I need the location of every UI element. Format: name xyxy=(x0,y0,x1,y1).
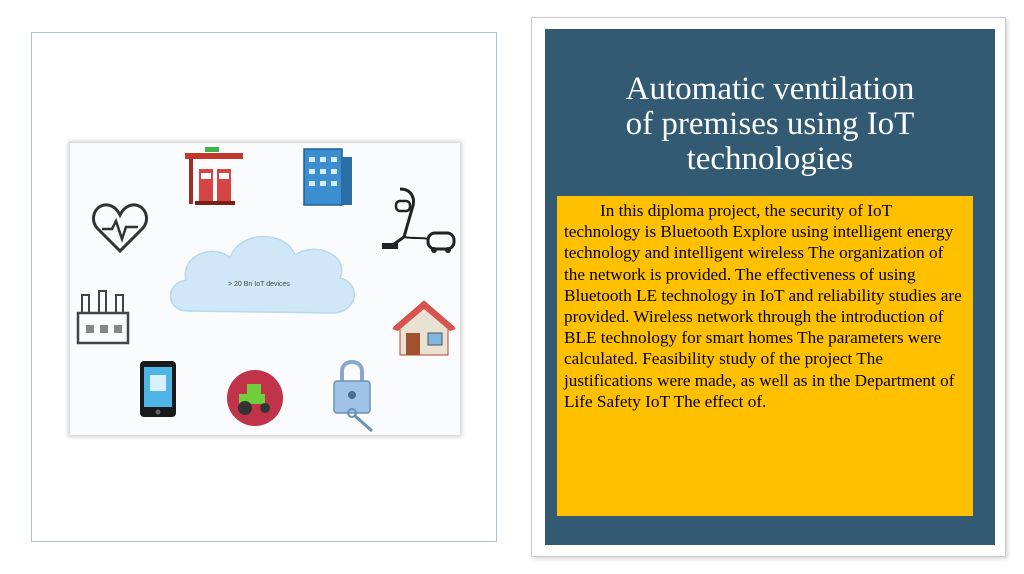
heart-icon xyxy=(93,205,146,251)
body-text-box xyxy=(557,196,973,516)
slide-title-line-2: of premises using IoT xyxy=(625,106,915,142)
smartphone-icon xyxy=(140,361,176,417)
tractor-icon xyxy=(227,370,283,426)
cloud-label: > 20 Bn IoT devices xyxy=(228,281,290,288)
building-icon xyxy=(304,149,352,205)
fuel-station-icon xyxy=(185,147,243,205)
house-icon xyxy=(392,301,456,355)
slide-title-line-3: technologies xyxy=(686,141,854,177)
cloud-icon xyxy=(170,237,354,313)
body-text: In this diploma project, the security of IoT technology is Bluetooth Explore using intelligent energy technology and intelligent wireless The organization of the network is provided. The effectiveness of using Bluetooth LE technology in IoT and reliability studies are provided. Wireless network through the introduction of BLE technology for smart homes The parameters were calculated. Feasibility study of the project The justifications were made, as well as in the Department of Life Safety IoT The effect of. xyxy=(564,201,962,411)
slide-title xyxy=(545,72,995,177)
factory-icon xyxy=(78,291,128,343)
slide-title-line-1: Automatic ventilation xyxy=(625,71,915,107)
iot-illustration xyxy=(70,143,460,435)
padlock-icon xyxy=(334,362,372,431)
vacuum-cleaner-icon xyxy=(382,189,454,253)
